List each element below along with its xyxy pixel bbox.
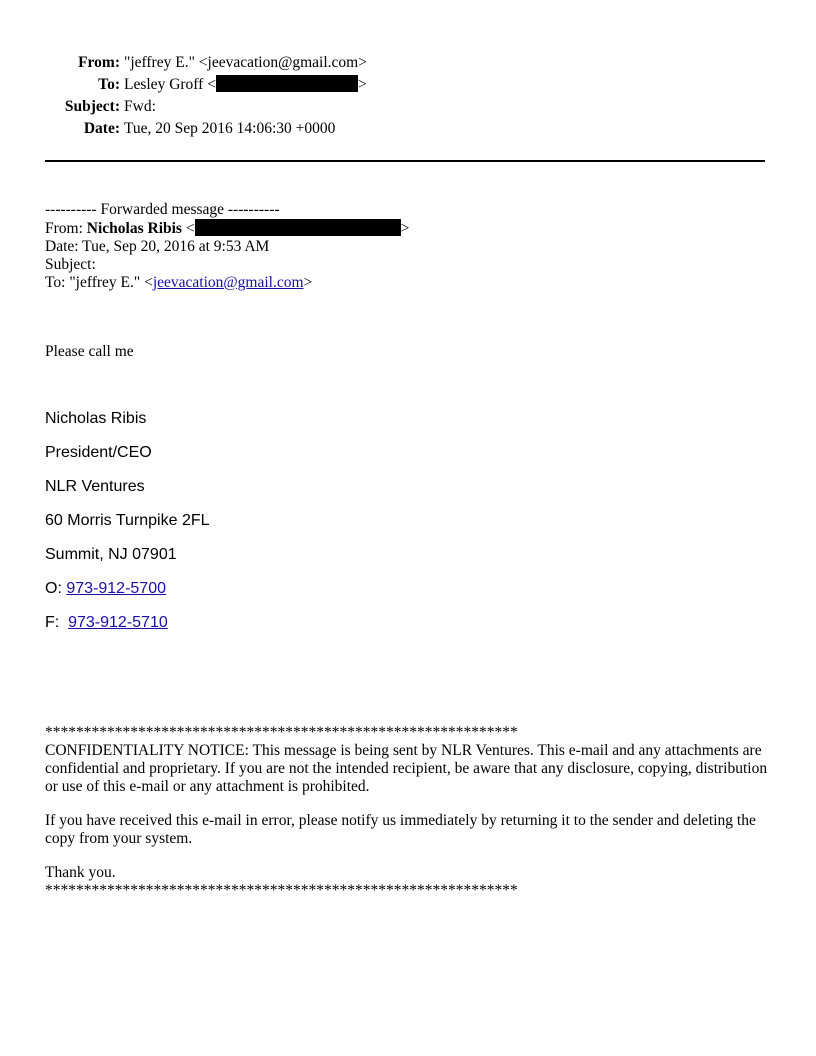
- subject-label: Subject:: [64, 98, 120, 115]
- message-body: Please call me: [45, 343, 134, 360]
- header-divider: [45, 160, 765, 162]
- signature-title: President/CEO: [45, 444, 152, 461]
- forwarded-divider: ---------- Forwarded message ----------: [45, 201, 280, 218]
- to-email-link[interactable]: jeevacation@gmail.com: [152, 274, 304, 291]
- subject-value: Fwd:: [124, 98, 156, 115]
- signature-address-line1: 60 Morris Turnpike 2FL: [45, 512, 210, 529]
- from-value: "jeffrey E." <jeevacation@gmail.com>: [124, 54, 367, 71]
- forwarded-from-name: Nicholas Ribis: [86, 220, 182, 237]
- to-value: Lesley Groff < >: [124, 76, 367, 93]
- forwarded-message-header: [45, 201, 409, 292]
- date-label: Date:: [83, 120, 120, 137]
- signature-address-line2: Summit, NJ 07901: [45, 546, 177, 563]
- from-label: From:: [78, 54, 120, 71]
- signature-name: Nicholas Ribis: [45, 410, 147, 427]
- office-phone-link[interactable]: 973-912-5700: [66, 580, 166, 597]
- forwarded-from-line: From: Nicholas Ribis < >: [45, 220, 410, 237]
- to-label: To:: [98, 76, 120, 93]
- redaction-bar: [195, 219, 401, 236]
- signature-company: NLR Ventures: [45, 478, 145, 495]
- forwarded-to-line: To: "jeffrey E." <jeevacation@gmail.com>: [45, 274, 313, 291]
- notice-stars-bottom: *************************************************************: [45, 882, 518, 899]
- fax-phone-link[interactable]: 973-912-5710: [68, 614, 168, 631]
- redaction-bar: [216, 75, 358, 92]
- notice-thanks: Thank you.: [45, 864, 116, 881]
- notice-paragraph-2: If you have received this e-mail in error, please notify us immediately by returning it to the sender and deleting the copy from your system.: [45, 812, 756, 847]
- notice-stars-top: *************************************************************: [45, 724, 518, 741]
- date-value: Tue, 20 Sep 2016 14:06:30 +0000: [124, 120, 336, 137]
- signature-office-phone: O: 973-912-5700: [45, 580, 166, 597]
- signature-fax-phone: F: 973-912-5710: [45, 614, 168, 631]
- forwarded-date-line: Date: Tue, Sep 20, 2016 at 9:53 AM: [45, 238, 270, 255]
- confidentiality-notice: [45, 724, 775, 900]
- notice-paragraph-1: CONFIDENTIALITY NOTICE: This message is being sent by NLR Ventures. This e-mail and any attachments are confidential and proprietary. If you are not the intended recipient, be aware that any disclosure, copying, distribution or use of this e-mail or any attachment is prohibited.: [45, 742, 768, 795]
- forwarded-subject-line: Subject:: [45, 256, 96, 273]
